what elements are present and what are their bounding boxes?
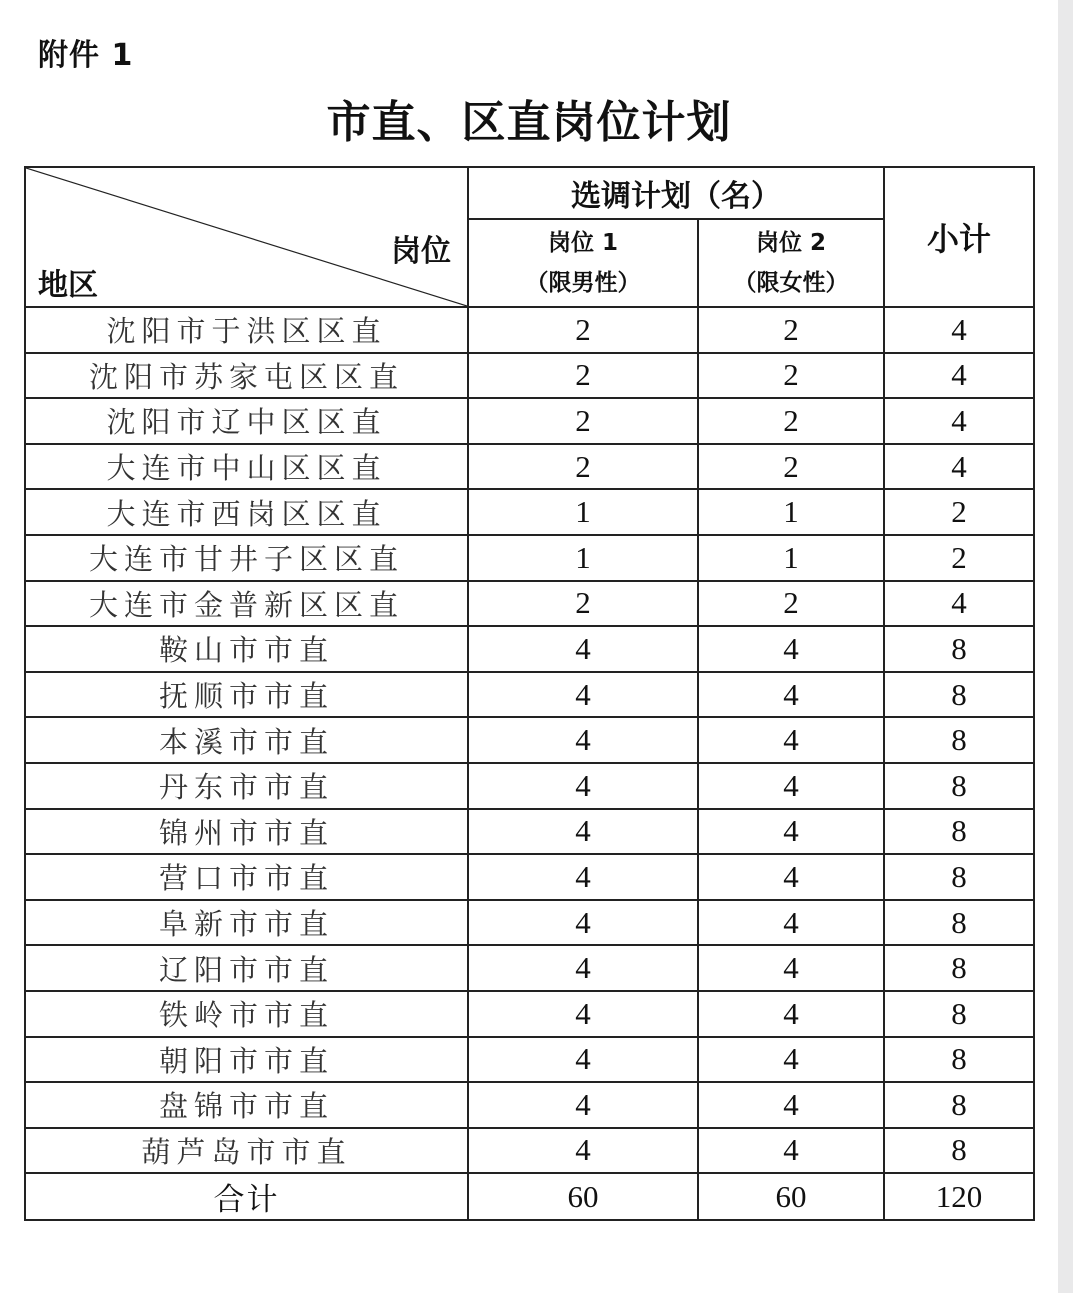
page-title: 市直、区直岗位计划 xyxy=(326,97,732,148)
subtotal-cell: 8 xyxy=(884,991,1034,1037)
post2-count-cell: 2 xyxy=(698,353,884,399)
selection-plan-header: 选调计划（名） xyxy=(468,167,884,219)
table-row xyxy=(25,444,1034,490)
corner-region-label: 地区 xyxy=(38,268,98,303)
table-row xyxy=(25,809,1034,855)
region-cell: 丹东市市直 xyxy=(25,763,468,809)
post2-count-cell: 4 xyxy=(698,1128,884,1174)
post1-count-cell: 2 xyxy=(468,581,698,627)
region-cell: 锦州市市直 xyxy=(25,809,468,855)
table-row xyxy=(25,717,1034,763)
post1-count-cell: 2 xyxy=(468,307,698,353)
post2-count-cell: 1 xyxy=(698,535,884,581)
subtotal-cell: 4 xyxy=(884,581,1034,627)
region-cell: 铁岭市市直 xyxy=(25,991,468,1037)
total-post1-cell: 60 xyxy=(468,1173,698,1220)
post2-count-cell: 1 xyxy=(698,489,884,535)
region-cell: 本溪市市直 xyxy=(25,717,468,763)
table-row xyxy=(25,489,1034,535)
table-row xyxy=(25,1037,1034,1083)
subtotal-cell: 2 xyxy=(884,489,1034,535)
region-cell: 沈阳市苏家屯区区直 xyxy=(25,353,468,399)
post1-count-cell: 4 xyxy=(468,626,698,672)
table-row xyxy=(25,1082,1034,1128)
post1-count-cell: 4 xyxy=(468,1037,698,1083)
table-row xyxy=(25,854,1034,900)
post1-count-cell: 4 xyxy=(468,945,698,991)
subtotal-cell: 2 xyxy=(884,535,1034,581)
subtotal-cell: 8 xyxy=(884,945,1034,991)
post1-count-cell: 4 xyxy=(468,991,698,1037)
post2-count-cell: 4 xyxy=(698,991,884,1037)
post1-count-cell: 4 xyxy=(468,717,698,763)
table-row xyxy=(25,991,1034,1037)
post2-count-cell: 4 xyxy=(698,626,884,672)
subtotal-header: 小计 xyxy=(884,167,1034,307)
post2-count-cell: 4 xyxy=(698,1037,884,1083)
corner-post-label: 岗位 xyxy=(391,234,451,269)
subtotal-cell: 8 xyxy=(884,763,1034,809)
region-cell: 朝阳市市直 xyxy=(25,1037,468,1083)
region-cell: 辽阳市市直 xyxy=(25,945,468,991)
post1-count-cell: 4 xyxy=(468,1128,698,1174)
post2-header xyxy=(698,219,884,307)
post1-count-cell: 2 xyxy=(468,444,698,490)
post2-count-cell: 2 xyxy=(698,307,884,353)
post1-count-cell: 4 xyxy=(468,1082,698,1128)
region-cell: 沈阳市辽中区区直 xyxy=(25,398,468,444)
table-row xyxy=(25,535,1034,581)
table-body xyxy=(25,307,1034,1220)
subtotal-cell: 8 xyxy=(884,1128,1034,1174)
post2-count-cell: 4 xyxy=(698,717,884,763)
region-cell: 阜新市市直 xyxy=(25,900,468,946)
table-row xyxy=(25,763,1034,809)
corner-header-cell xyxy=(25,167,468,307)
table-row xyxy=(25,1128,1034,1174)
post1-count-cell: 1 xyxy=(468,535,698,581)
subtotal-cell: 4 xyxy=(884,307,1034,353)
post1-count-cell: 1 xyxy=(468,489,698,535)
subtotal-cell: 8 xyxy=(884,1037,1034,1083)
subtotal-cell: 8 xyxy=(884,717,1034,763)
table-row xyxy=(25,581,1034,627)
region-cell: 大连市甘井子区区直 xyxy=(25,535,468,581)
total-label-cell: 合计 xyxy=(25,1173,468,1220)
post1-count-cell: 4 xyxy=(468,672,698,718)
post1-count-cell: 2 xyxy=(468,398,698,444)
post1-count-cell: 4 xyxy=(468,809,698,855)
region-cell: 大连市中山区区直 xyxy=(25,444,468,490)
post2-restriction: （限女性） xyxy=(733,270,849,296)
region-cell: 鞍山市市直 xyxy=(25,626,468,672)
total-post2-cell: 60 xyxy=(698,1173,884,1220)
subtotal-cell: 8 xyxy=(884,809,1034,855)
table-row xyxy=(25,398,1034,444)
post2-count-cell: 4 xyxy=(698,763,884,809)
post2-count-cell: 2 xyxy=(698,444,884,490)
post2-count-cell: 4 xyxy=(698,854,884,900)
subtotal-cell: 4 xyxy=(884,398,1034,444)
region-cell: 盘锦市市直 xyxy=(25,1082,468,1128)
post2-count-cell: 4 xyxy=(698,809,884,855)
post2-name: 岗位 2 xyxy=(755,230,826,256)
total-row xyxy=(25,1173,1034,1220)
post1-count-cell: 4 xyxy=(468,854,698,900)
post2-count-cell: 4 xyxy=(698,672,884,718)
table-row xyxy=(25,353,1034,399)
post2-count-cell: 2 xyxy=(698,581,884,627)
table-row xyxy=(25,626,1034,672)
post2-count-cell: 4 xyxy=(698,1082,884,1128)
subtotal-cell: 8 xyxy=(884,626,1034,672)
region-cell: 葫芦岛市市直 xyxy=(25,1128,468,1174)
subtotal-cell: 8 xyxy=(884,1082,1034,1128)
post1-name: 岗位 1 xyxy=(547,230,618,256)
region-cell: 沈阳市于洪区区直 xyxy=(25,307,468,353)
post2-count-cell: 4 xyxy=(698,900,884,946)
table-row xyxy=(25,672,1034,718)
subtotal-cell: 8 xyxy=(884,672,1034,718)
table-row xyxy=(25,900,1034,946)
table-row xyxy=(25,945,1034,991)
region-cell: 营口市市直 xyxy=(25,854,468,900)
subtotal-cell: 8 xyxy=(884,854,1034,900)
position-plan-table xyxy=(24,166,1035,1221)
post1-header xyxy=(468,219,698,307)
region-cell: 大连市金普新区区直 xyxy=(25,581,468,627)
total-subtotal-cell: 120 xyxy=(884,1173,1034,1220)
subtotal-cell: 4 xyxy=(884,353,1034,399)
subtotal-cell: 8 xyxy=(884,900,1034,946)
region-cell: 大连市西岗区区直 xyxy=(25,489,468,535)
subtotal-cell: 4 xyxy=(884,444,1034,490)
region-cell: 抚顺市市直 xyxy=(25,672,468,718)
post1-restriction: （限男性） xyxy=(525,270,641,296)
post2-count-cell: 4 xyxy=(698,945,884,991)
post1-count-cell: 2 xyxy=(468,353,698,399)
post1-count-cell: 4 xyxy=(468,900,698,946)
attachment-label: 附件 1 xyxy=(38,38,134,73)
post2-count-cell: 2 xyxy=(698,398,884,444)
table-row xyxy=(25,307,1034,353)
post1-count-cell: 4 xyxy=(468,763,698,809)
